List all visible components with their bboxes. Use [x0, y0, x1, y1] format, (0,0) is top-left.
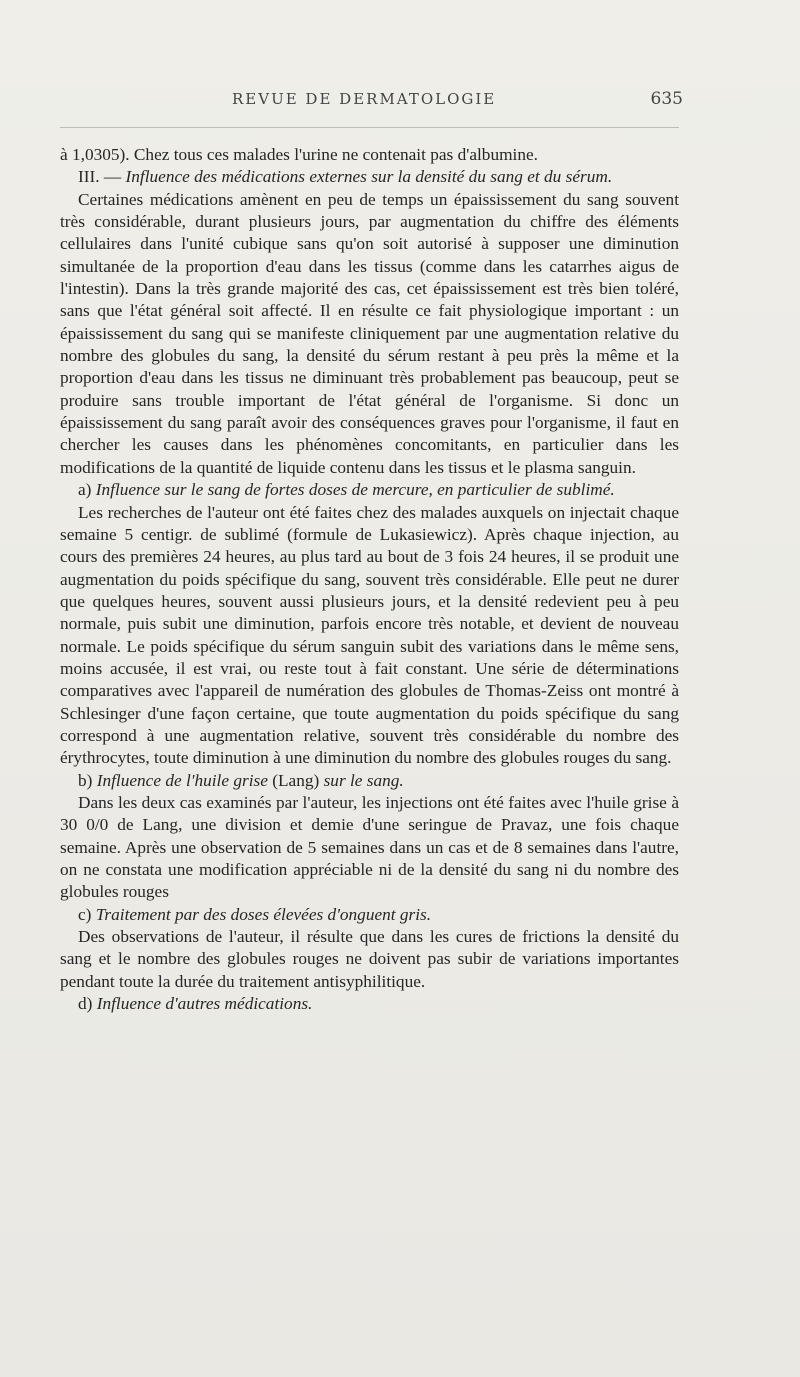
subsection-letter: d) [78, 994, 97, 1014]
subsection-title: Influence de l'huile grise [96, 770, 268, 790]
subsection-title-end: sur le sang. [323, 770, 404, 790]
paragraph-intro [60, 189, 679, 479]
subsection-heading-a [60, 479, 679, 501]
paragraph-sublime [60, 502, 679, 770]
body-text [60, 144, 679, 1015]
section-title: Influence des médications externes sur la densité du sang et du sérum. [125, 167, 613, 187]
paragraph-text: Dans les deux cas examinés par l'auteur, les injections ont été faites avec l'huile grise à 30 0/0 de Lang, une division et demie d'une seringue de Pravaz, une fois chaque semaine. Après une observation de 5 semaines dans un cas et de 8 semaines dans l'autre, on ne constata une modification appréciable ni de la densité du sang ni du nombre des globules rouges [60, 792, 679, 902]
subsection-heading-d [60, 993, 679, 1015]
subsection-heading-c [60, 904, 679, 926]
subsection-author: (Lang) [267, 770, 324, 790]
subsection-letter: b) [78, 770, 97, 790]
paragraph-huile-grise [60, 792, 679, 904]
subsection-letter: c) [78, 904, 96, 924]
paragraph-onguent [60, 926, 679, 993]
page-number: 635 [650, 89, 683, 109]
section-heading-iii [60, 166, 679, 188]
header-rule [60, 127, 679, 128]
section-number: III. — [78, 167, 126, 187]
subsection-title: Influence sur le sang de fortes doses de mercure, en particulier de sublimé. [95, 480, 615, 500]
paragraph-text: Certaines médications amènent en peu de temps un épaississement du sang souvent très considérable, durant plusieurs jours, par augmentation du chiffre des éléments cellulaires dans l'unité cubique sans qu'on soit autorisé à supposer une diminution simultanée de la proportion d'eau dans les tissus (comme dans les catarrhes aigus de l'intestin). Dans la très grande majorité des cas, cet épaississement est très bien toléré, sans que l'état général soit affecté. Il en résulte ce fait physiologique important : un épaississement du sang qui se manifeste cliniquement par une augmentation relative du nombre des globules du sang, la densité du sérum restant à peu près la même et la proportion d'eau dans les tissus ne diminuant très probablement pas beaucoup, peut se produire sans trouble important de l'état général de l'organisme. Si donc un épaississement du sang paraît avoir des conséquences graves pour l'organisme, il faut en chercher les causes dans les phénomènes concomitants, en particulier dans les modifications de la quantité de liquide contenu dans les tissus et le plasma sanguin. [60, 189, 679, 477]
paragraph-text: Les recherches de l'auteur ont été faites chez des malades auxquels on injectait chaque semaine 5 centigr. de sublimé (formule de Lukasiewicz). Après chaque injection, au cours des premières 24 heures, au plus tard au bout de 3 fois 24 heures, il se produit une augmentation du poids spécifique du sang, souvent très considérable. Elle peut ne durer que quelques heures, souvent aussi plusieurs jours, et la densité redevient peu à peu normale, puis subit une diminution, parfois encore très notable, et devient de nouveau normale. Le poids spécifique du sérum sanguin subit des variations dans le même sens, moins accusée, il est vrai, ou reste tout à fait constant. Une série de déterminations comparatives avec l'appareil de numération des globules de Thomas-Zeiss ont montré à Schlesinger d'une façon certaine, que toute augmentation du poids spécifique du sang correspond à une augmentation relative, souvent très considérable du nombre des érythrocytes, toute diminution à une diminution du nombre des globules rouges du sang. [60, 502, 679, 768]
paragraph-text: à 1,0305). Chez tous ces malades l'urine ne contenait pas d'albumine. [60, 145, 538, 164]
paragraph-text: Des observations de l'auteur, il résulte que dans les cures de frictions la densité du sang et le nombre des globules rouges ne doivent pas subir de variations importantes pendant toute la durée du traitement antisyphilitique. [60, 927, 679, 991]
paragraph-continuation [60, 144, 679, 166]
subsection-heading-b [60, 770, 679, 792]
running-title: REVUE DE DERMATOLOGIE [232, 90, 497, 108]
subsection-title: Influence d'autres médications. [96, 994, 313, 1014]
subsection-title: Traitement par des doses élevées d'onguent gris. [95, 904, 432, 924]
running-header [60, 89, 683, 112]
subsection-letter: a) [78, 480, 96, 500]
